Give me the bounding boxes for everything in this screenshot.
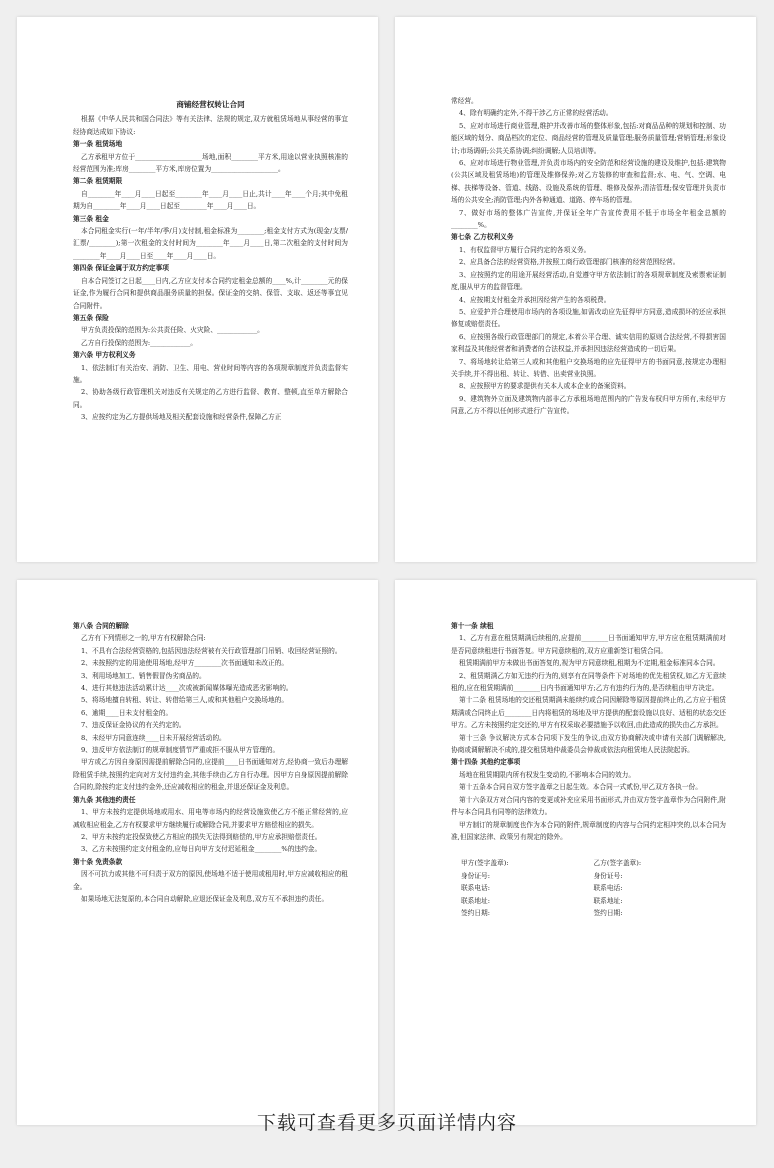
section-heading: 第二条 租赁期限 <box>73 177 123 186</box>
paragraph: 2、协助各级行政管理机关对违反有关规定的乙方进行监督、教育、整顿,直至单方解除合同。 <box>73 388 348 409</box>
section-heading: 第十一条 续租 <box>451 622 494 630</box>
party-a-field: 联系地址: <box>461 896 491 905</box>
paragraph: 乙方有下列情形之一的,甲方有权解除合同: <box>81 634 206 643</box>
paragraph: 乙方承租甲方位于____________________场地,面积________平方米,用途以营业执照核准的经营范围为准;库房________平方米,库房位置为____________________。 <box>73 152 348 174</box>
section-heading: 第十条 免责条款 <box>73 857 123 866</box>
paragraph: 6、应按照各级行政管理部门的规定,本着公平合理、诚实信用的原则合法经营,不得损害国家利益及其他经营者和消费者的合法权益,并承担因违法经营造成的一切后果。 <box>451 332 726 354</box>
paragraph: 第十三条 争议解决方式本合同项下发生的争议,由双方协商解决或申请有关部门调解解决,协商或调解解决不成的,提交租赁地仲裁委员会仲裁或依法向租赁地人民法院起诉。 <box>451 733 726 755</box>
signature-row <box>451 882 726 894</box>
party-a-field: 签约日期: <box>461 908 491 917</box>
contract-title: 商铺经营权转让合同 <box>176 100 245 109</box>
section-heading: 第九条 其他违约责任 <box>73 795 136 804</box>
section-heading: 第十四条 其他约定事项 <box>451 758 521 767</box>
signature-block <box>451 857 726 919</box>
paragraph: 6、逾期____日未支付租金的。 <box>81 708 173 717</box>
paragraph: 本合同租金实行(一年/半年/季/月)支付制,租金标准为________;租金支付方式为(现金/支票/汇票/________);第一次租金的支付时间为________年____月____日,第二次租金的支付时间为________年____月____日至____年____月____日。 <box>73 227 348 260</box>
signature-row <box>451 857 726 869</box>
paragraph: 1、依法制订有关治安、消防、卫生、用电、营业时间等内容的各项规章制度并负责监督实施。 <box>73 363 348 384</box>
paragraph: 3、乙方未按照约定支付租金的,应每日向甲方支付迟延租金________%的违约金。 <box>81 845 322 854</box>
paragraph: 8、应按照甲方的要求提供有关本人或本企业的备案资料。 <box>459 382 631 391</box>
signature-row <box>451 895 726 907</box>
paragraph: 1、甲方未按约定提供场地或用水、用电等市场内的经营设施致使乙方不能正常经营的,应减收相应租金,乙方有权要求甲方继续履行或解除合同,并要求甲方赔偿相应的损失。 <box>73 808 348 829</box>
paragraph: 2、应具备合法的经营资格,并按照工商行政管理部门核准的经营范围经营。 <box>459 258 680 267</box>
party-b-field: 联系电话: <box>593 884 623 893</box>
party-b-field: 身份证号: <box>593 871 623 880</box>
document-page-2 <box>395 17 756 562</box>
section-heading: 第三条 租金 <box>73 214 109 223</box>
paragraph: 2、未按照约定的用途使用场地,经甲方________次书面通知未改正的。 <box>81 659 289 668</box>
section-heading: 第六条 甲方权利义务 <box>73 351 136 360</box>
signature-row <box>451 907 726 919</box>
document-page-4 <box>395 580 756 1125</box>
paragraph: 4、进行其他违法活动累计达____次或被新闻媒体曝光造成恶劣影响的。 <box>81 684 293 693</box>
paragraph: 1、乙方有意在租赁期满后续租的,应提前________日书面通知甲方,甲方应在租赁期满前对是否同意续租进行书面答复。甲方同意续租的,双方应重新签订租赁合同。 <box>451 634 726 655</box>
paragraph: 第十六条双方对合同内容的变更或补充应采用书面形式,并由双方签字盖章作为合同附件,附件与本合同具有同等的法律效力。 <box>451 795 726 817</box>
signature-row <box>451 870 726 882</box>
paragraph: 因不可抗力或其他不可归责于双方的原因,使场地不适于使用或租用时,甲方应减收相应的租金。 <box>73 870 348 891</box>
paragraph: 3、应按照约定的用途开展经营活动,自觉遵守甲方依法制订的各项规章制度及索票索证制度,服从甲方的监督管理。 <box>451 270 726 292</box>
paragraph: 4、除有明确约定外,不得干涉乙方正常的经营活动。 <box>459 109 613 118</box>
download-more-banner[interactable]: 下载可查看更多页面详情内容 <box>256 1112 517 1134</box>
section-heading: 第七条 乙方权利义务 <box>451 233 514 242</box>
paragraph: 6、应对市场进行物业管理,并负责市场内的安全防范和经营设施的建设及维护,包括:建筑物(公共区域及租赁场地)的管理及维修保养;对乙方装修的审查和监督;水、电、气、空调、电梯、扶梯等设备、管道、线路、设施及系统的管理、维修及保养;清洁管理;保安管理并负责市场的公共安全;消防管理;内外各种通道、道路、停车场的管理。 <box>451 159 726 205</box>
party-a-field: 身份证号: <box>461 871 491 880</box>
paragraph: 自本合同签订之日起____日内,乙方应支付本合同约定租金总额的____%,计________元的保证金,作为履行合同和提供商品服务质量的担保。保证金的交纳、保管、支取、返还等事宜见合同附件。 <box>73 276 348 310</box>
paragraph: 7、做好市场的整体广告宣传,并保证全年广告宣传费用不低于市场全年租金总额的________%。 <box>451 208 726 230</box>
paragraph: 1、有权监督甲方履行合同约定的各项义务。 <box>459 245 591 254</box>
paragraph: 2、甲方未按约定投保致使乙方相应的损失无法得到赔偿的,甲方应承担赔偿责任。 <box>81 832 322 841</box>
paragraph: 第十二条 租赁场地的交还租赁期满未能续约或合同因解除等原因提前终止的,乙方应于租赁期满或合同终止后________日内将租赁的场地及甲方提供的配套设施以良好、适租的状态交还甲方。乙方未按照约定交还的,甲方有权采取必要措施予以收回,由此造成的损失由乙方承担。 <box>451 696 726 730</box>
paragraph: 3、利用场地加工、销售假冒伪劣商品的。 <box>81 671 206 680</box>
paragraph: 甲方制订的规章制度也作为本合同的附件,规章制度的内容与合同约定相冲突的,以本合同为准,但国家法律、政策另有规定的除外。 <box>451 820 726 841</box>
paragraph: 第十五条本合同自双方签字盖章之日起生效。本合同一式贰份,甲乙双方各执一份。 <box>459 783 702 792</box>
paragraph: 7、违反保证金协议的有关约定的。 <box>81 721 186 730</box>
paragraph: 7、将场地转让给第三人或和其他租户交换场地的应先征得甲方的书面同意,按规定办理相关手续,并不得出租、转让、转借、出卖营业执照。 <box>451 357 726 378</box>
paragraph: 自________年____月____日起至________年____月____日止,共计____年____个月;其中免租期为自________年____月____日起至________年____月____日。 <box>73 189 348 211</box>
paragraph: 乙方自行投保的范围为:____________。 <box>81 338 197 347</box>
paragraph: 8、未经甲方同意连续____日未开展经营活动的。 <box>81 733 226 742</box>
party-b-field: 联系地址: <box>593 896 623 905</box>
party-a-field: 联系电话: <box>461 884 491 893</box>
paragraph: 租赁期满前甲方未做出书面答复的,视为甲方同意续租,租期为不定期,租金标准同本合同。 <box>459 659 720 668</box>
party-b-field: 乙方(签字盖章): <box>593 859 642 868</box>
paragraph: 5、应爱护并合理使用市场内的各项设施,如需改动应先征得甲方同意,造成损坏的还应承担修复或赔偿责任。 <box>451 307 726 329</box>
paragraph-continuation: 常经营。 <box>451 97 478 105</box>
document-page-1 <box>17 17 378 562</box>
paragraph: 9、违反甲方依法制订的规章制度情节严重或拒不服从甲方管理的。 <box>81 746 280 755</box>
document-page-3 <box>17 580 378 1125</box>
paragraph: 2、租赁期满乙方如无违约行为的,则享有在同等条件下对场地的优先租赁权,如乙方无意续租的,应在租赁期满前________日内书面通知甲方;乙方有违约行为的,是否续租由甲方决定。 <box>451 671 726 693</box>
paragraph: 根据《中华人民共和国合同法》等有关法律、法规的规定,双方就租赁场地从事经营的事宜经协商达成如下协议: <box>73 115 348 136</box>
party-a-field: 甲方(签字盖章): <box>461 859 509 868</box>
paragraph: 甲方负责投保的范围为:公共责任险、火灾险、____________。 <box>81 326 264 335</box>
section-heading: 第八条 合同的解除 <box>73 622 129 630</box>
paragraph: 场地在租赁期限内所有权发生变动的,不影响本合同的效力。 <box>459 770 636 779</box>
section-heading: 第四条 保证金属于双方约定事项 <box>73 264 169 273</box>
section-heading: 第五条 保险 <box>73 313 109 322</box>
section-heading: 第一条 租赁场地 <box>73 140 123 149</box>
paragraph: 4、应按期支付租金并承担因经营产生的各项税费。 <box>459 295 611 304</box>
paragraph: 甲方或乙方因自身原因需提前解除合同的,应提前____日书面通知对方,经协商一致后办理解除租赁手续,按照约定向对方支付违约金,其他手续由乙方自行办理。因甲方自身原因提前解除合同的,除按约定支付违约金外,还应减收相应的租金,并退还保证金及利息。 <box>73 758 348 792</box>
paragraph: 1、不具有合法经营资格的,包括因违法经营被有关行政管理部门吊销、收回经营证照的。 <box>81 646 342 655</box>
paragraph: 5、将场地擅自转租、转让、转借给第三人,或和其他租户交换场地的。 <box>81 696 289 705</box>
paragraph: 9、建筑物外立面及建筑物内部非乙方承租场地范围内的广告发布权归甲方所有,未经甲方同意,乙方不得以任何形式进行广告宣传。 <box>451 394 726 416</box>
paragraph: 3、应按约定为乙方提供场地及相关配套设施和经营条件,保障乙方正 <box>81 413 282 422</box>
paragraph: 如果场地无法复原的,本合同自动解除,应退还保证金及利息,双方互不承担违约责任。 <box>81 894 329 903</box>
paragraph: 5、应对市场进行商业管理,维护并改善市场的整体形象,包括:对商品品种的规划和控制、功能区域的划分、商品档次的定位、商品经营的管理及质量管理;服务质量管理;营销管理;形象设计;市场调研;公共关系协调;纠纷调解;人员培训等。 <box>451 121 726 155</box>
party-b-field: 签约日期: <box>593 908 623 917</box>
